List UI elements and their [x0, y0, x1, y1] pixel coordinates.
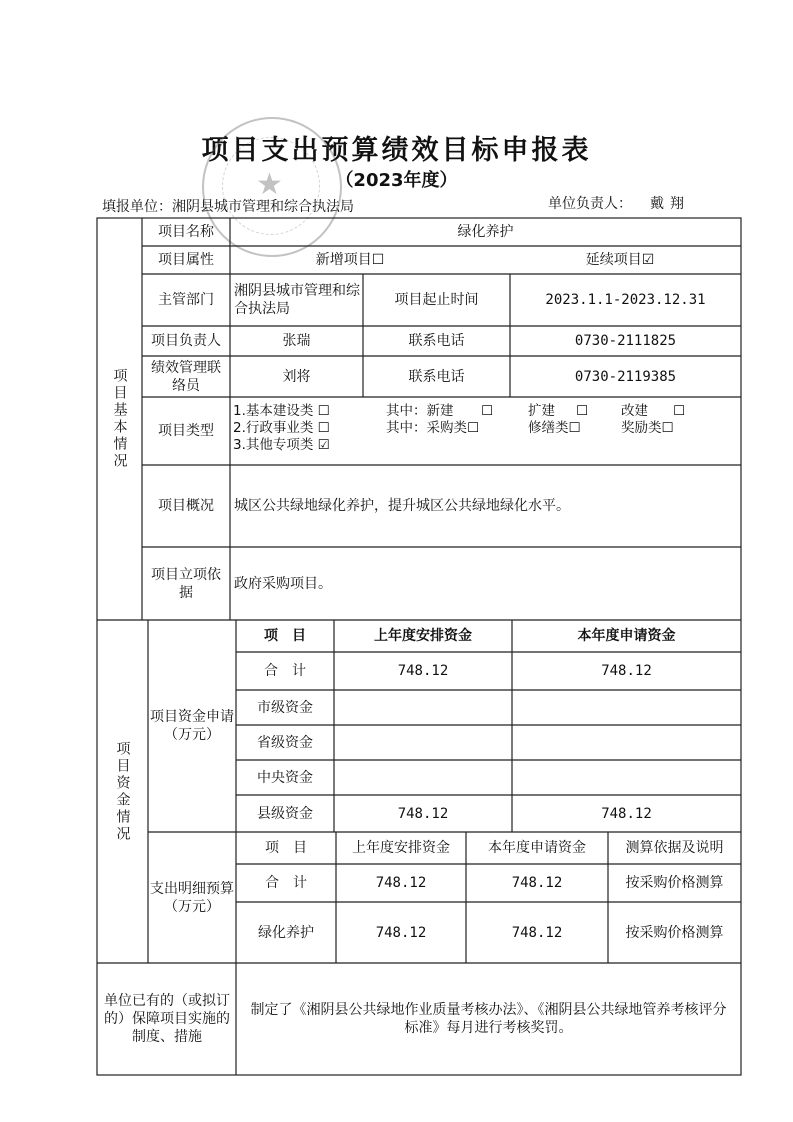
report-year: （2023年度） — [335, 170, 458, 191]
official-seal: ★ — [202, 117, 342, 257]
detail-col-this: 本年度申请资金 — [488, 840, 586, 856]
continued-project-option: 延续项目☑ — [585, 252, 655, 268]
type-label: 项目类型 — [158, 423, 214, 439]
type-sub-new: 其中：新建 — [386, 403, 454, 419]
detail-row-basis: 按采购价格测算 — [625, 875, 724, 891]
type-sub-rebuild-box: ☐ — [673, 403, 686, 419]
period-label: 项目起止时间 — [394, 292, 479, 308]
detail-budget-label: 支出明细预算（万元） — [150, 880, 234, 915]
type-sub-purchase: 其中：采购类☐ — [386, 420, 480, 436]
detail-row-this: 748.12 — [511, 875, 563, 891]
type-sub-expand: 扩建 — [528, 403, 555, 419]
detail-row-label: 合 计 — [265, 875, 307, 891]
page-title: 项目支出预算绩效目标申报表 — [201, 135, 592, 166]
apply-row-this — [512, 725, 741, 760]
detail-row-label: 绿化养护 — [258, 924, 314, 941]
basis-value: 政府采购项目。 — [234, 575, 332, 592]
apply-row-this: 748.12 — [601, 805, 652, 822]
apply-col-last: 上年度安排资金 — [374, 628, 472, 644]
type-sub-rebuild: 改建 — [621, 403, 648, 419]
type-sub-reward: 奖励类☐ — [621, 420, 674, 436]
project-name-label: 项目名称 — [158, 224, 214, 240]
leader-phone-label: 联系电话 — [408, 333, 465, 349]
apply-row-label: 市级资金 — [257, 699, 313, 716]
type-basic-construction: 1.基本建设类 ☐ — [233, 403, 330, 419]
leader-label: 项目负责人 — [151, 333, 221, 349]
type-sub-repair: 修缮类☐ — [528, 420, 581, 436]
filing-unit-value: 湘阴县城市管理和综合执法局 — [172, 199, 354, 215]
unit-head-value: 戴翔 — [650, 196, 690, 212]
apply-row-label: 省级资金 — [257, 734, 313, 751]
contact-phone-value: 0730-2119385 — [574, 368, 677, 385]
leader-phone-value: 0730-2111825 — [574, 333, 677, 349]
type-sub-new-box: ☐ — [481, 403, 494, 419]
measures-label: 单位已有的（或拟订的）保障项目实施的制度、措施 — [104, 993, 230, 1045]
apply-row-last — [334, 760, 512, 795]
contact-value: 刘将 — [282, 368, 311, 385]
filing-unit-label: 填报单位： — [102, 199, 172, 215]
apply-row-last: 748.12 — [397, 805, 449, 822]
contact-phone-label: 联系电话 — [408, 368, 465, 385]
attribute-label: 项目属性 — [158, 252, 214, 268]
dept-value: 湘阴县城市管理和综合执法局 — [234, 283, 360, 317]
type-other-special: 3.其他专项类 ☑ — [233, 437, 330, 453]
apply-row-this — [512, 760, 741, 795]
apply-row-label: 合 计 — [264, 663, 306, 679]
detail-col-item: 项 目 — [265, 840, 307, 856]
detail-row-this: 748.12 — [511, 924, 563, 941]
measures-text: 制定了《湘阴县公共绿地作业质量考核办法》、《湘阴县公共绿地管养考核评分标准》每月进行考核奖罚。 — [250, 1002, 727, 1036]
overview-value: 城区公共绿地绿化养护，提升城区公共绿地绿化水平。 — [234, 498, 570, 514]
type-sub-expand-box: ☐ — [576, 403, 589, 419]
apply-row-last — [334, 725, 512, 760]
apply-col-item: 项 目 — [264, 628, 306, 644]
apply-row-this — [512, 690, 741, 725]
detail-row-last: 748.12 — [375, 924, 427, 941]
apply-row-label: 中央资金 — [257, 769, 313, 786]
detail-col-last: 上年度安排资金 — [352, 840, 450, 856]
section-basic-label: 项目基本情况 — [111, 368, 128, 470]
apply-row-last — [334, 690, 512, 725]
detail-row-last: 748.12 — [375, 875, 427, 891]
dept-label: 主管部门 — [158, 292, 214, 308]
apply-row-last: 748.12 — [397, 663, 449, 679]
funds-apply-label: 项目资金申请（万元） — [150, 709, 234, 743]
contact-label: 绩效管理联络员 — [151, 359, 221, 394]
apply-row-label: 县级资金 — [257, 805, 313, 822]
type-admin: 2.行政事业类 ☐ — [233, 420, 330, 436]
project-type-options — [233, 403, 733, 454]
overview-label: 项目概况 — [158, 498, 214, 514]
section-funds-label: 项目资金情况 — [114, 740, 131, 843]
basis-label: 项目立项依据 — [151, 566, 221, 601]
leader-value: 张瑞 — [282, 333, 311, 349]
apply-col-this: 本年度申请资金 — [577, 628, 676, 644]
period-value: 2023.1.1-2023.12.31 — [545, 292, 706, 308]
project-name-value: 绿化养护 — [457, 224, 514, 240]
unit-head-label: 单位负责人： — [548, 196, 632, 212]
new-project-option: 新增项目☐ — [315, 252, 385, 268]
detail-row-basis: 按采购价格测算 — [625, 924, 724, 941]
detail-col-basis: 测算依据及说明 — [625, 840, 724, 856]
apply-row-this: 748.12 — [601, 663, 652, 679]
